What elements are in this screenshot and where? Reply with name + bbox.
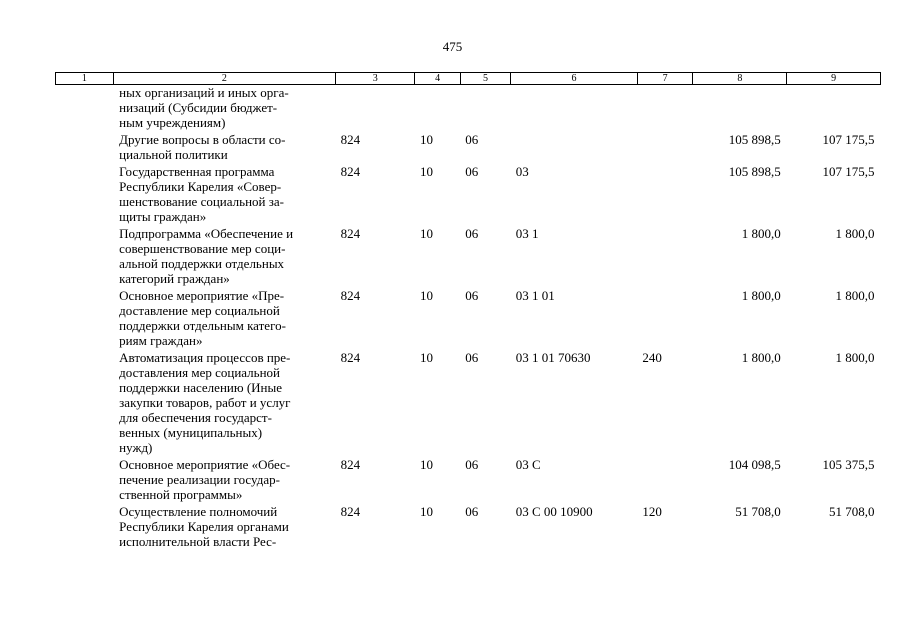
column-header: 9	[787, 73, 881, 85]
cell-col-9: 1 800,0	[835, 288, 875, 303]
row-description: Осуществление полномочий Республики Карелия органами исполнительной власти Рес-	[119, 504, 289, 549]
column-header: 2	[113, 73, 335, 85]
cell-col-8: 1 800,0	[741, 288, 781, 303]
cell-col-5: 06	[465, 132, 479, 147]
cell-col-6: 03 С 00 10900	[515, 504, 593, 519]
table-row	[56, 164, 881, 226]
cell-col-8: 51 708,0	[735, 504, 781, 519]
cell-col-3: 824	[340, 132, 361, 147]
cell-col-6: 03	[515, 164, 529, 179]
cell-col-7	[637, 226, 693, 288]
cell-col-9	[787, 85, 881, 133]
cell-col-7	[637, 164, 693, 226]
cell-col-4	[415, 85, 460, 133]
column-header: 7	[637, 73, 693, 85]
cell-col-7	[637, 457, 693, 504]
cell-col-6: 03 С	[515, 457, 541, 472]
row-number-cell	[56, 504, 114, 551]
cell-col-8: 105 898,5	[728, 132, 781, 147]
row-description: Автоматизация процессов пре- доставления мер социальной поддержки населению (Иные закупки товаров, работ и услуг для обеспечения государст- венных (муниципальных) нужд)	[119, 350, 291, 455]
row-description: Основное мероприятие «Обес- печение реализации государ- ственной программы»	[119, 457, 291, 502]
column-header: 3	[336, 73, 415, 85]
column-number-row	[56, 73, 881, 85]
table-row	[56, 504, 881, 551]
cell-col-5: 06	[465, 350, 479, 365]
table-row	[56, 85, 881, 133]
row-number-cell	[56, 350, 114, 457]
cell-col-9: 107 175,5	[822, 132, 875, 147]
cell-col-5: 06	[465, 504, 479, 519]
cell-col-3: 824	[340, 226, 361, 241]
page-number: 475	[442, 39, 463, 54]
column-header: 4	[415, 73, 460, 85]
column-header: 6	[511, 73, 638, 85]
cell-col-3: 824	[340, 164, 361, 179]
cell-col-7	[637, 288, 693, 350]
cell-col-6: 03 1 01 70630	[515, 350, 591, 365]
cell-col-4: 10	[419, 350, 433, 365]
cell-col-6	[511, 85, 638, 133]
row-description: Подпрограмма «Обеспечение и совершенствование мер соци- альной поддержки отдельных категорий граждан»	[119, 226, 294, 286]
cell-col-5: 06	[465, 288, 479, 303]
row-number-cell	[56, 226, 114, 288]
cell-col-4: 10	[419, 132, 433, 147]
table-row	[56, 132, 881, 164]
cell-col-9: 105 375,5	[822, 457, 875, 472]
row-number-cell	[56, 288, 114, 350]
cell-col-6: 03 1	[515, 226, 539, 241]
row-number-cell	[56, 164, 114, 226]
column-header: 1	[56, 73, 114, 85]
table-row	[56, 350, 881, 457]
cell-col-9: 107 175,5	[822, 164, 875, 179]
cell-col-5	[460, 85, 510, 133]
cell-col-9: 1 800,0	[835, 350, 875, 365]
cell-col-5: 06	[465, 164, 479, 179]
row-number-cell	[56, 85, 114, 133]
cell-col-8	[693, 85, 787, 133]
cell-col-7	[637, 85, 693, 133]
cell-col-7: 120	[642, 504, 662, 519]
table-row	[56, 226, 881, 288]
cell-col-5: 06	[465, 457, 479, 472]
row-description: Другие вопросы в области со- циальной политики	[119, 132, 286, 162]
cell-col-6	[511, 132, 638, 164]
table-row	[56, 288, 881, 350]
cell-col-9: 51 708,0	[829, 504, 875, 519]
cell-col-3: 824	[340, 504, 361, 519]
row-description: Государственная программа Республики Карелия «Совер- шенствование социальной за- щиты граждан»	[119, 164, 284, 224]
cell-col-4: 10	[419, 226, 433, 241]
cell-col-8: 105 898,5	[728, 164, 781, 179]
cell-col-5: 06	[465, 226, 479, 241]
cell-col-3: 824	[340, 288, 361, 303]
cell-col-9: 1 800,0	[835, 226, 875, 241]
row-description: Основное мероприятие «Пре- доставление мер социальной поддержки отдельным катего- риям граждан»	[119, 288, 286, 348]
cell-col-6: 03 1 01	[515, 288, 555, 303]
row-number-cell	[56, 457, 114, 504]
table-row	[56, 457, 881, 504]
cell-col-4: 10	[419, 504, 433, 519]
cell-col-3: 824	[340, 457, 361, 472]
row-number-cell	[56, 132, 114, 164]
column-header: 5	[460, 73, 510, 85]
row-description: ных организаций и иных орга- низаций (Субсидии бюджет- ным учреждениям)	[119, 85, 289, 130]
budget-table	[55, 72, 881, 551]
cell-col-7	[637, 132, 693, 164]
cell-col-4: 10	[419, 288, 433, 303]
cell-col-4: 10	[419, 457, 433, 472]
cell-col-8: 104 098,5	[728, 457, 781, 472]
column-header: 8	[693, 73, 787, 85]
cell-col-3	[336, 85, 415, 133]
cell-col-8: 1 800,0	[741, 226, 781, 241]
cell-col-8: 1 800,0	[741, 350, 781, 365]
cell-col-3: 824	[340, 350, 361, 365]
cell-col-7: 240	[642, 350, 662, 365]
cell-col-4: 10	[419, 164, 433, 179]
